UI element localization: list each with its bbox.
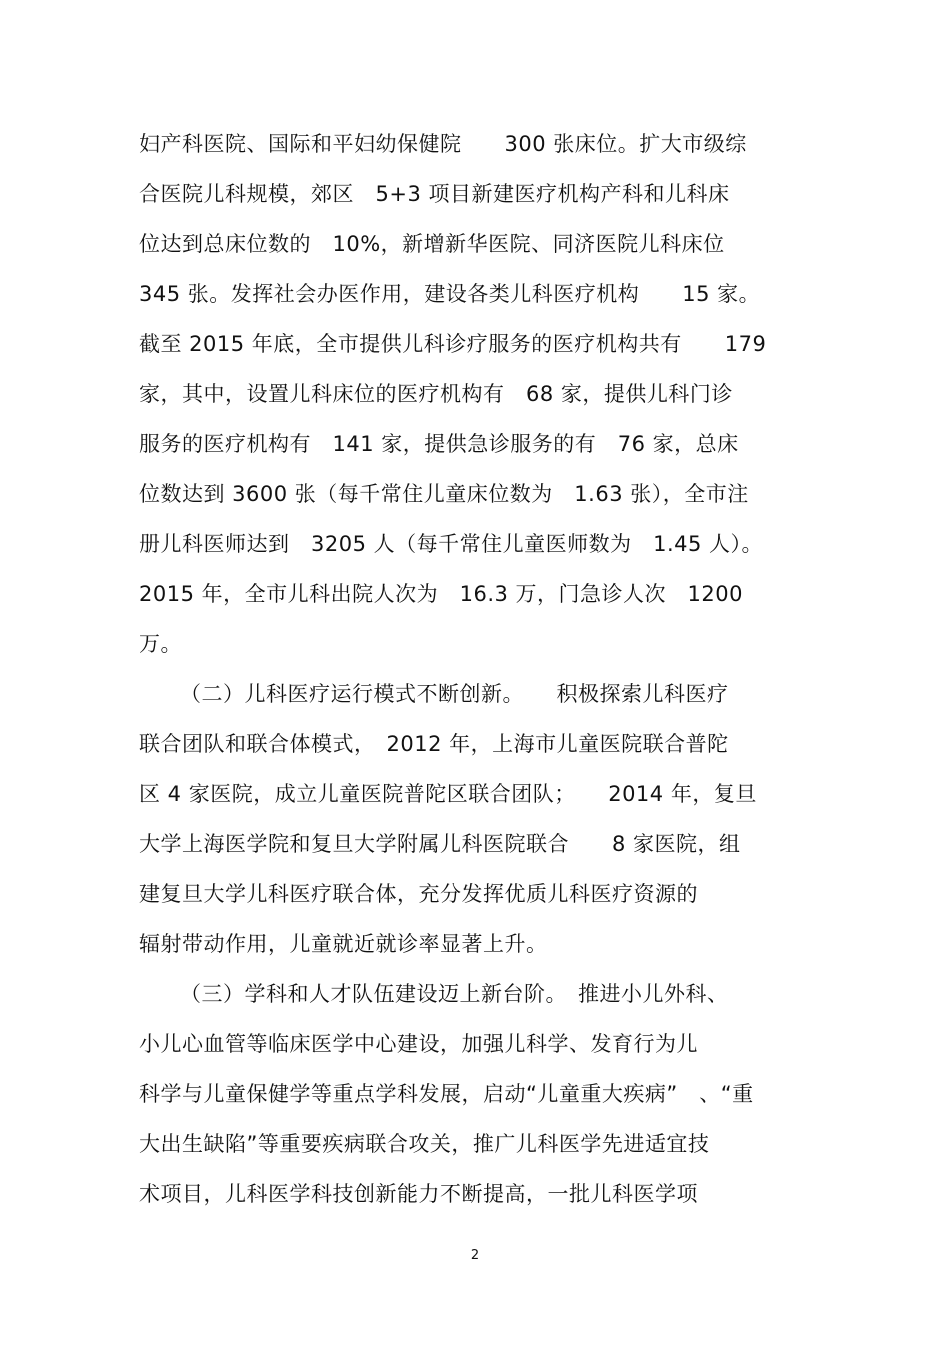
text-line: 册儿科医师达到 3205 人（每千常住儿童医师数为 1.45 人）。 — [139, 532, 764, 556]
text-line: 区 4 家医院，成立儿童医院普陀区联合团队； 2014 年，复旦 — [139, 782, 757, 806]
text-line: 大学上海医学院和复旦大学附属儿科医院联合 8 家医院，组 — [139, 832, 741, 856]
text-line: 科学与儿童保健学等重点学科发展，启动“儿童重大疾病” 、“重 — [139, 1082, 754, 1106]
text-line: 妇产科医院、国际和平妇幼保健院 300 张床位。扩大市级综 — [139, 132, 747, 156]
text-line: 联合团队和联合体模式， 2012 年，上海市儿童医院联合普陀 — [139, 732, 729, 756]
text-line: 合医院儿科规模，郊区 5+3 项目新建医疗机构产科和儿科床 — [139, 182, 730, 206]
text-line: 345 张。发挥社会办医作用，建设各类儿科医疗机构 15 家。 — [139, 282, 761, 306]
text-line: 辐射带动作用，儿童就近就诊率显著上升。 — [139, 932, 548, 956]
section-heading-line: （二）儿科医疗运行模式不断创新。 积极探索儿科医疗 — [180, 682, 729, 706]
text-line: 建复旦大学儿科医疗联合体，充分发挥优质儿科医疗资源的 — [139, 882, 698, 906]
text-line: 服务的医疗机构有 141 家，提供急诊服务的有 76 家，总床 — [139, 432, 739, 456]
section-heading-line: （三）学科和人才队伍建设迈上新台阶。 推进小儿外科、 — [180, 982, 729, 1006]
text-line: 位数达到 3600 张（每千常住儿童床位数为 1.63 张），全市注 — [139, 482, 749, 506]
text-line: 截至 2015 年底，全市提供儿科诊疗服务的医疗机构共有 179 — [139, 332, 767, 356]
text-line: 术项目，儿科医学科技创新能力不断提高，一批儿科医学项 — [139, 1182, 698, 1206]
text-line: 大出生缺陷”等重要疾病联合攻关，推广儿科医学先进适宜技 — [139, 1132, 710, 1156]
text-line: 家，其中，设置儿科床位的医疗机构有 68 家，提供儿科门诊 — [139, 382, 733, 406]
page-number: 2 — [470, 1248, 480, 1263]
text-line: 万。 — [139, 632, 182, 656]
text-line: 位达到总床位数的 10%，新增新华医院、同济医院儿科床位 — [139, 232, 725, 256]
text-line: 小儿心血管等临床医学中心建设，加强儿科学、发育行为儿 — [139, 1032, 698, 1056]
text-line: 2015 年，全市儿科出院人次为 16.3 万，门急诊人次 1200 — [139, 582, 743, 606]
